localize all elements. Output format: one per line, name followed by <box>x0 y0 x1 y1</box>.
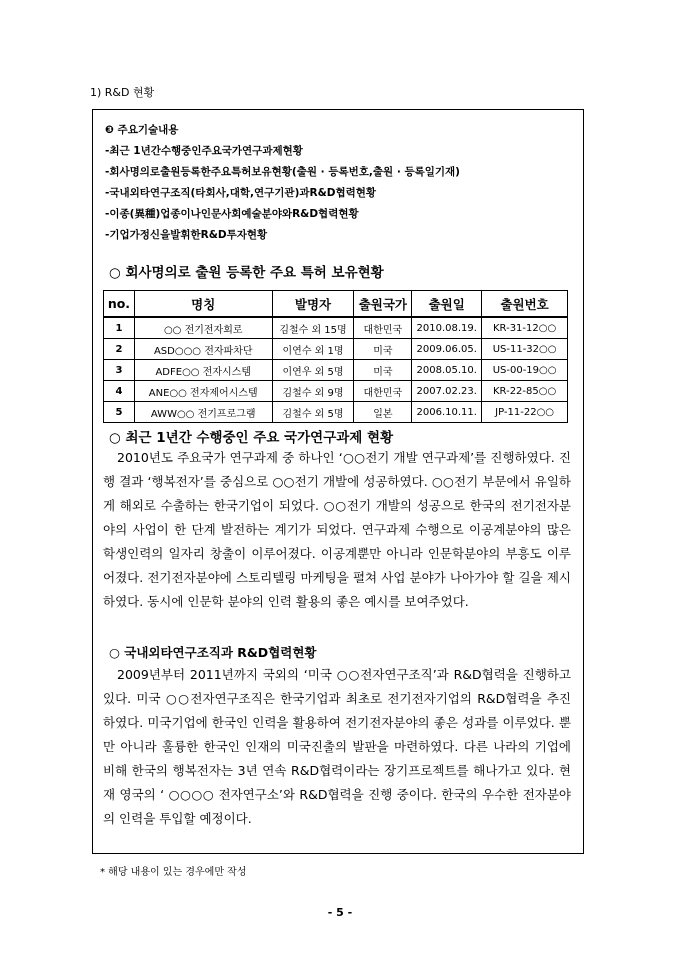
table-row <box>104 339 568 360</box>
cell-date: 2008.05.10. <box>412 360 482 381</box>
cell-inventor: 이연우 외 5명 <box>272 360 354 381</box>
column-header: no. <box>104 291 135 318</box>
patent-table <box>103 290 568 423</box>
collab-heading: ○ 국내외타연구조직과 R&D협력현황 <box>109 645 317 660</box>
page-number: - 5 - <box>327 906 353 919</box>
cell-country: 미국 <box>354 339 412 360</box>
topic-title: ❸ 주요기술내용 <box>105 124 179 136</box>
cell-title: AWW○○ 전기프로그램 <box>134 402 272 423</box>
cell-title: ANE○○ 전자제어시스템 <box>134 381 272 402</box>
table-row <box>104 360 568 381</box>
cell-inventor: 김철수 외 9명 <box>272 381 354 402</box>
cell-country: 대한민국 <box>354 381 412 402</box>
column-header: 출원번호 <box>482 291 568 318</box>
cell-no: 2 <box>104 339 135 360</box>
cell-inventor: 김철수 외 15명 <box>272 317 354 339</box>
collab-paragraph: 2009년부터 2011년까지 국외의 ‘미국 ○○전자연구조직’과 R&D협력을 진행하고 있다. 미국 ○○전자연구조직은 한국기업과 최초로 전기전자기업의 R&D협력을 추진하였다. 미국기업에 한국인 인력을 활용하여 전기전자분야의 좋은 성과를 이루었다. 뿐만 아니라 훌륭한 한국인 인재의 미국진출의 발판을 마련하였다. 다른 나라의 기업에 비해 한국의 행복전자는 3년 연속 R&D협력이라는 장기프로젝트를 해나가고 있다. 현재 영국의 ‘ ○○○○ 전자연구소’와 R&D협력을 진행 중이다. 한국의 우수한 전자분야의 인력을 투입할 예정이다. <box>103 667 571 826</box>
cell-no: 1 <box>104 317 135 339</box>
cell-number: JP-11-22○○ <box>482 402 568 423</box>
cell-title: ASD○○○ 전자파차단 <box>134 339 272 360</box>
topic-item: -국내외타연구조직(타회사,대학,연구기관)과R&D협력현황 <box>105 187 377 199</box>
cell-number: US-11-32○○ <box>482 339 568 360</box>
column-header: 발명자 <box>272 291 354 318</box>
cell-number: US-00-19○○ <box>482 360 568 381</box>
topic-list <box>105 120 460 246</box>
project-heading: ○ 최근 1년간 수행중인 주요 국가연구과제 현황 <box>109 430 394 446</box>
cell-no: 3 <box>104 360 135 381</box>
topic-item: -최근 1년간수행중인주요국가연구과제현황 <box>105 145 303 157</box>
cell-no: 4 <box>104 381 135 402</box>
patent-heading: ○ 회사명의로 출원 등록한 주요 특허 보유현황 <box>109 265 384 281</box>
content-box <box>92 109 584 854</box>
cell-country: 대한민국 <box>354 317 412 339</box>
project-paragraph: 2010년도 주요국가 연구과제 중 하나인 ‘○○전기 개발 연구과제’를 진행하였다. 진행 결과 ‘행복전자’를 중심으로 ○○전기 개발에 성공하였다. ○○전기 부문에서 유일하게 해외로 수출하는 한국기업이 되었다. ○○전기 개발의 성공으로 한국의 전기전자분야의 사업이 한 단계 발전하는 계기가 되었다. 연구과제 수행으로 이공계분야의 많은 학생인력의 일자리 창출이 이루어졌다. 이공계뿐만 아니라 인문학분야의 부흥도 이루어졌다. 전기전자분야에 스토리텔링 마케팅을 펼쳐 사업 분야가 나아가야 할 길을 제시하였다. 동시에 인문학 분야의 인력 활용의 좋은 예시를 보여주었다. <box>103 450 571 609</box>
topic-item: -회사명의로출원등록한주요특허보유현황(출원 · 등록번호,출원 · 등록일기재) <box>105 166 460 178</box>
cell-number: KR-31-12○○ <box>482 317 568 339</box>
cell-country: 일본 <box>354 402 412 423</box>
cell-date: 2007.02.23. <box>412 381 482 402</box>
section-label: 1) R&D 현황 <box>90 86 155 99</box>
topic-item: -이종(異種)업종이나인문사회예술분야와R&D협력현황 <box>105 208 359 220</box>
footnote: * 해당 내용이 있는 경우에만 작성 <box>100 867 247 878</box>
column-header: 명칭 <box>134 291 272 318</box>
cell-date: 2010.08.19. <box>412 317 482 339</box>
cell-country: 미국 <box>354 360 412 381</box>
table-header-row <box>104 291 568 318</box>
column-header: 출원국가 <box>354 291 412 318</box>
table-row <box>104 317 568 339</box>
column-header: 출원일 <box>412 291 482 318</box>
cell-date: 2009.06.05. <box>412 339 482 360</box>
cell-number: KR-22-85○○ <box>482 381 568 402</box>
cell-no: 5 <box>104 402 135 423</box>
cell-date: 2006.10.11. <box>412 402 482 423</box>
cell-title: ○○ 전기전자회로 <box>134 317 272 339</box>
cell-title: ADFE○○ 전자시스템 <box>134 360 272 381</box>
cell-inventor: 김철수 외 5명 <box>272 402 354 423</box>
table-row <box>104 381 568 402</box>
table-row <box>104 402 568 423</box>
cell-inventor: 이연수 외 1명 <box>272 339 354 360</box>
topic-item: -기업가정신을발휘한R&D투자현황 <box>105 229 268 241</box>
